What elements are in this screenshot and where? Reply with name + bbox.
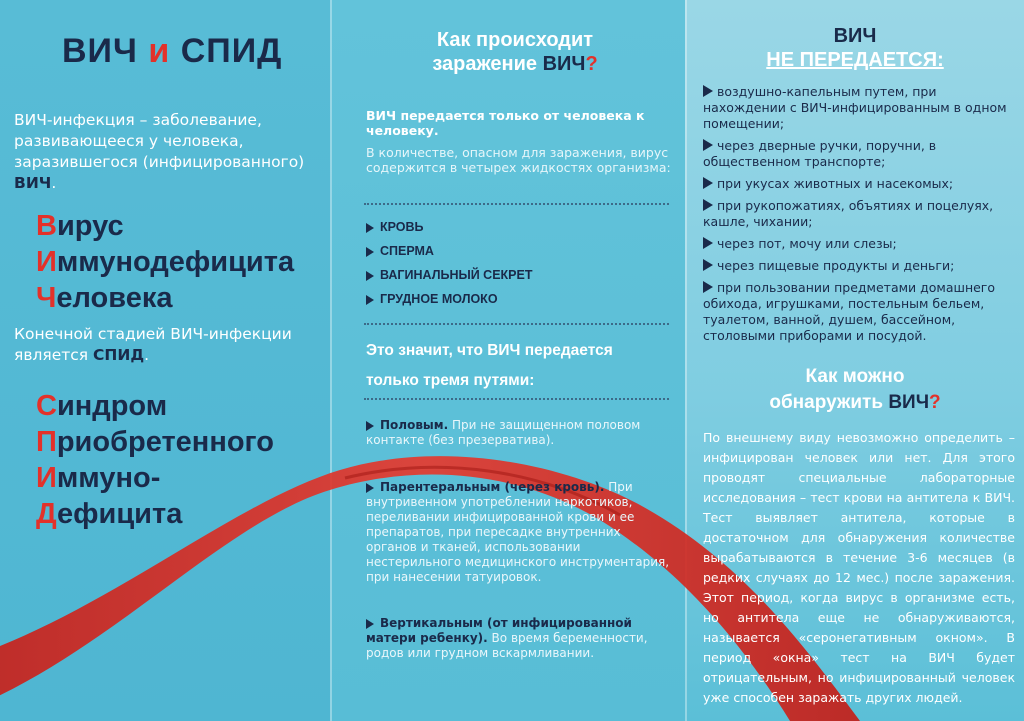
way-text: Во время беременности, родов или грудном вскармливании. bbox=[366, 631, 648, 660]
fluid-item bbox=[366, 263, 666, 287]
bullet-triangle-icon bbox=[366, 247, 374, 257]
way-name: Половым. bbox=[380, 418, 449, 432]
acronym-rest: ммуно- bbox=[56, 462, 161, 494]
list-item bbox=[703, 84, 1015, 132]
acronym-letter: И bbox=[36, 246, 57, 278]
fluid-item bbox=[366, 287, 666, 311]
aids-acronym bbox=[36, 388, 274, 532]
final-stage-bold: СПИД bbox=[93, 346, 145, 364]
bullet-triangle-icon bbox=[703, 259, 713, 271]
bullet-triangle-icon bbox=[366, 271, 374, 281]
bullet-triangle-icon bbox=[703, 139, 713, 151]
acronym-rest: ммунодефицита bbox=[56, 246, 295, 278]
way-text: При внутривенном употреблении наркотиков, переливании инфицированной крови и ее препаратов, при пересадке внутренних органов и тканей, использовании нестерильного медицинского инструментария, при нанесении татуировок. bbox=[366, 480, 670, 584]
fluid-label: ГРУДНОЕ МОЛОКО bbox=[380, 292, 498, 306]
hiv-definition bbox=[14, 110, 314, 194]
list-item-text: воздушно-капельным путем, при нахождении с ВИЧ-инфицированным в одном помещении; bbox=[703, 84, 1007, 131]
fluids-intro-text: В количестве, опасном для заражения, вирус содержится в четырех жидкостях организма: bbox=[366, 145, 671, 175]
fluid-item bbox=[366, 215, 666, 239]
acronym-rest: риобретенного bbox=[56, 426, 274, 458]
acronym-letter: В bbox=[36, 210, 57, 242]
list-item bbox=[703, 236, 1015, 252]
bullet-triangle-icon bbox=[366, 421, 374, 431]
acronym-letter: И bbox=[36, 462, 57, 494]
heading-word: обнаружить bbox=[769, 392, 884, 413]
acronym-rest: ирус bbox=[56, 210, 124, 242]
list-item-text: через пищевые продукты и деньги; bbox=[717, 258, 955, 273]
not-transmitted-list bbox=[703, 84, 1015, 350]
acronym-line bbox=[36, 388, 274, 424]
list-item bbox=[703, 176, 1015, 192]
way-sexual bbox=[366, 418, 671, 448]
list-item-text: при рукопожатиях, объятиях и поцелуях, кашле, чихании; bbox=[703, 198, 994, 229]
hiv-definition-text: ВИЧ-инфекция – заболевание, развивающееся у человека, заразившегося (инфицированного) bbox=[14, 111, 305, 171]
heading-not-transmitted: НЕ ПЕРЕДАЕТСЯ: bbox=[766, 49, 944, 71]
title-aids: СПИД bbox=[180, 32, 283, 70]
heading-hiv: ВИЧ bbox=[542, 53, 586, 75]
hiv-acronym bbox=[36, 208, 294, 316]
ways-heading bbox=[366, 336, 671, 396]
acronym-line bbox=[36, 424, 274, 460]
acronym-line bbox=[36, 280, 294, 316]
bullet-triangle-icon bbox=[366, 483, 374, 493]
main-title bbox=[62, 32, 282, 71]
acronym-letter: П bbox=[36, 426, 57, 458]
way-parenteral bbox=[366, 480, 671, 585]
list-item bbox=[703, 198, 1015, 230]
heading-hiv: ВИЧ bbox=[833, 25, 877, 47]
fluid-item bbox=[366, 239, 666, 263]
way-name: Вертикальным (от инфицированной матери ребенку). bbox=[366, 616, 632, 645]
heading-word: заражение bbox=[432, 53, 538, 75]
acronym-rest: индром bbox=[56, 390, 168, 422]
list-item-text: через дверные ручки, поручни, в общественном транспорте; bbox=[703, 138, 937, 169]
acronym-line bbox=[36, 244, 294, 280]
list-item bbox=[703, 280, 1015, 344]
heading-hiv: ВИЧ bbox=[888, 392, 930, 413]
detect-heading bbox=[690, 364, 1020, 416]
list-item-text: при укусах животных и насекомых; bbox=[717, 176, 954, 191]
list-item-text: через пот, мочу или слезы; bbox=[717, 236, 897, 251]
fluids-list bbox=[366, 215, 666, 311]
acronym-rest: еловека bbox=[56, 282, 173, 314]
acronym-letter: Д bbox=[36, 498, 58, 530]
how-infection-heading-line1: Как происходит bbox=[436, 29, 594, 51]
heading-question-mark: ? bbox=[929, 392, 941, 413]
acronym-rest: ефицита bbox=[57, 498, 183, 530]
list-item bbox=[703, 138, 1015, 170]
bullet-triangle-icon bbox=[366, 223, 374, 233]
bullet-triangle-icon bbox=[703, 85, 713, 97]
hiv-definition-end: . bbox=[51, 174, 57, 192]
way-name: Парентеральным (через кровь). bbox=[380, 480, 605, 494]
detect-heading-line1: Как можно bbox=[805, 366, 905, 387]
not-transmitted-heading bbox=[690, 24, 1020, 72]
bullet-triangle-icon bbox=[703, 177, 713, 189]
dotted-divider bbox=[364, 323, 669, 325]
way-vertical bbox=[366, 616, 671, 661]
how-infection-heading-line2 bbox=[360, 52, 670, 76]
detect-paragraph: По внешнему виду невозможно определить – инфицирован человек или нет. Для этого проводят специальные лабораторные исследования – тест крови на антитела к ВИЧ. Тест выявляет антитела, которые в достаточном для обнаружения количестве вырабатываются в течение 3-6 месяцев (в редких случаях до 12 мес.) после заражения. Этот период, когда вирус в организме есть, но антитела еще не обнаруживаются, называется «серонегативным окном». В период «окна» тест на ВИЧ будет отрицательным, но инфицированный человек уже способен заражать других людей. bbox=[703, 430, 1015, 705]
final-stage-plain: Конечной стадией ВИЧ-инфекции является bbox=[14, 325, 292, 364]
title-hiv: ВИЧ bbox=[62, 32, 138, 70]
bullet-triangle-icon bbox=[366, 619, 374, 629]
list-item bbox=[703, 258, 1015, 274]
acronym-line bbox=[36, 460, 274, 496]
list-item-text: при пользовании предметами домашнего обихода, игрушками, постельным бельем, туалетом, ванной, душем, бассейном, столовыми приборами и посудой. bbox=[703, 280, 996, 343]
acronym-letter: Ч bbox=[36, 282, 57, 314]
final-stage-text bbox=[14, 324, 314, 366]
fluid-label: СПЕРМА bbox=[380, 244, 434, 258]
heading-question-mark: ? bbox=[585, 53, 598, 75]
fluid-label: КРОВЬ bbox=[380, 220, 424, 234]
dotted-divider bbox=[364, 203, 669, 205]
acronym-letter: С bbox=[36, 390, 57, 422]
way-text: При не защищенном половом контакте (без презерватива). bbox=[366, 418, 641, 447]
acronym-line bbox=[36, 496, 274, 532]
bullet-triangle-icon bbox=[703, 237, 713, 249]
fluid-label: ВАГИНАЛЬНЫЙ СЕКРЕТ bbox=[380, 268, 533, 282]
title-connector: и bbox=[148, 32, 171, 70]
bullet-triangle-icon bbox=[703, 199, 713, 211]
ways-heading-line2: только тремя путями: bbox=[366, 372, 535, 389]
detect-heading-line2 bbox=[690, 390, 1020, 416]
how-infection-heading bbox=[360, 28, 670, 76]
bullet-triangle-icon bbox=[703, 281, 713, 293]
final-stage-end: . bbox=[144, 346, 150, 364]
person-to-person-text: ВИЧ передается только от человека к человеку. bbox=[366, 108, 645, 138]
bullet-triangle-icon bbox=[366, 295, 374, 305]
dotted-divider bbox=[364, 398, 669, 400]
hiv-definition-bold: ВИЧ bbox=[14, 174, 52, 192]
ways-heading-line1: Это значит, что ВИЧ передается bbox=[366, 342, 613, 359]
acronym-line bbox=[36, 208, 294, 244]
